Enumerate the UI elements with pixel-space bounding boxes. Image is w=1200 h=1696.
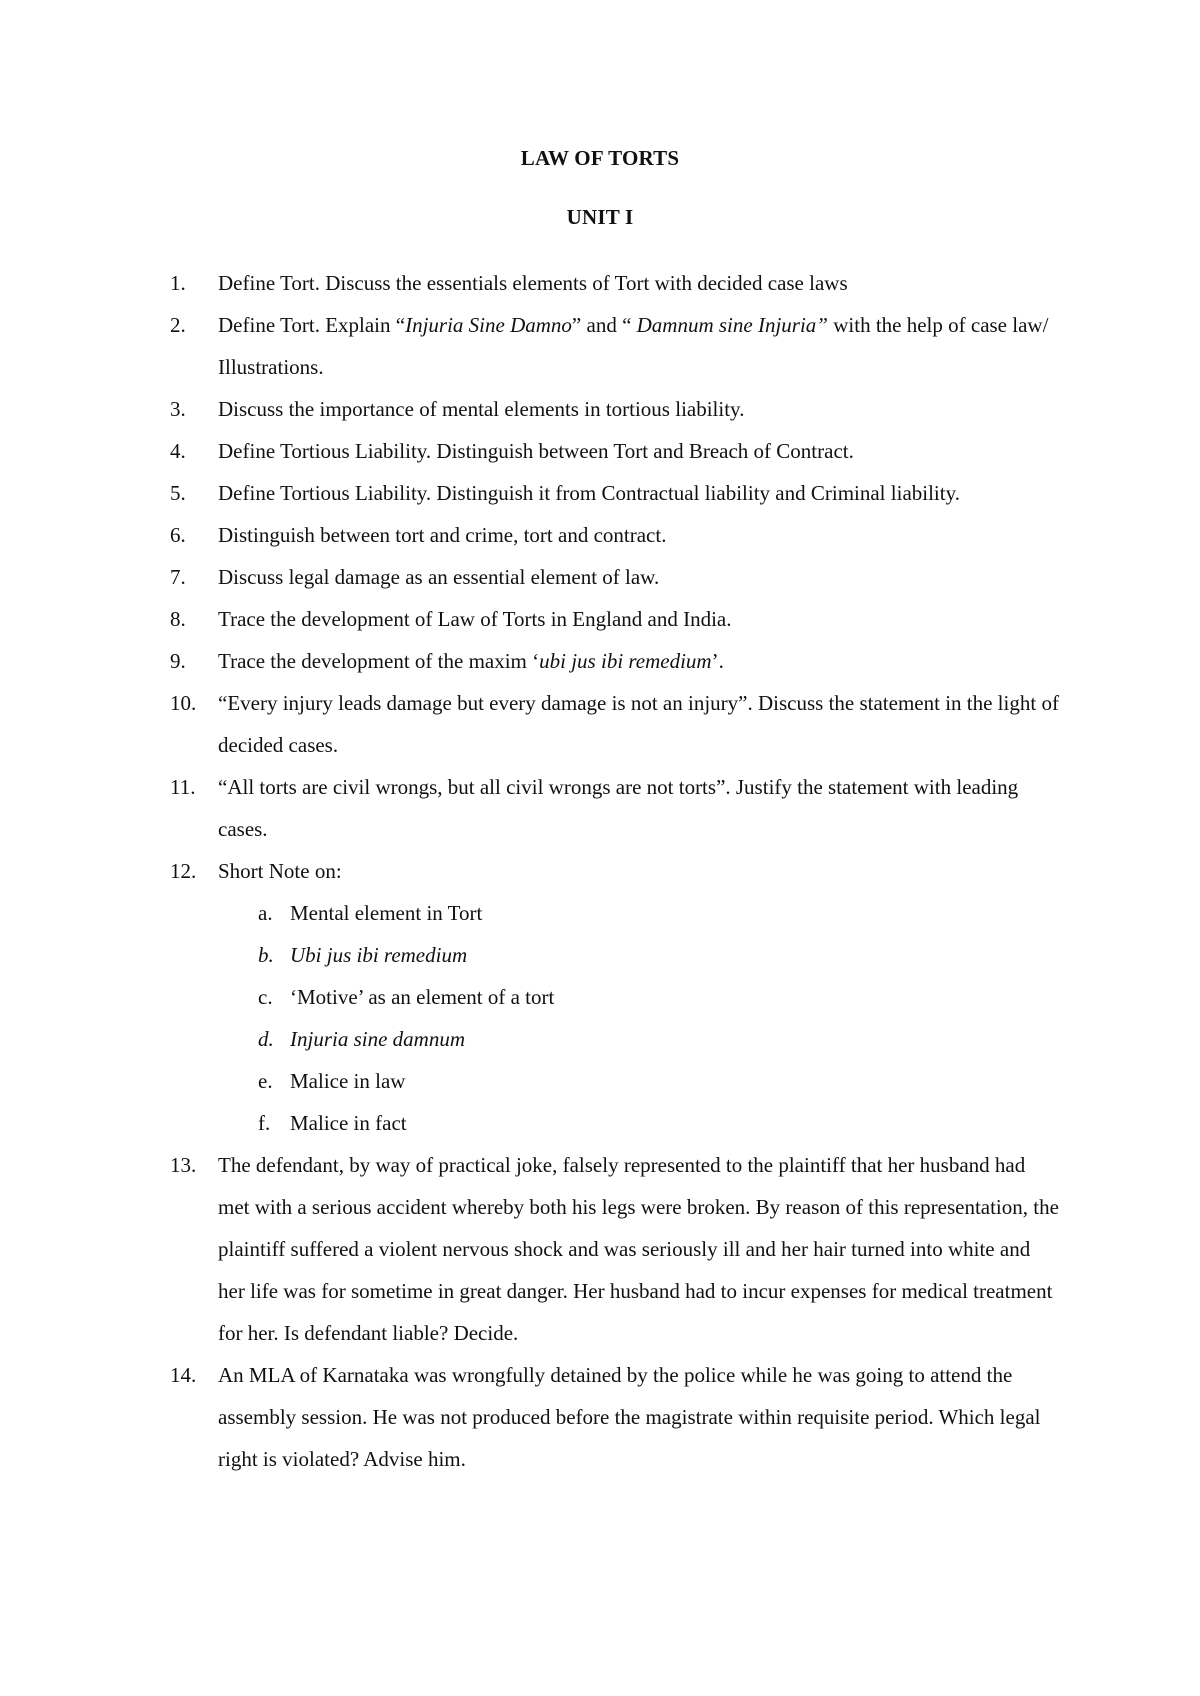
question-number: 13. xyxy=(170,1153,197,1177)
question-3 xyxy=(170,388,1060,430)
question-text-part: Trace the development of the maxim ‘ xyxy=(218,649,540,673)
short-note-item xyxy=(218,976,1060,1018)
short-note-text: Ubi jus ibi remedium xyxy=(290,943,468,967)
question-list xyxy=(170,262,1060,1480)
question-number: 14. xyxy=(170,1363,197,1387)
question-number: 12. xyxy=(170,859,197,883)
question-text-part: ’. xyxy=(711,649,724,673)
question-text: “All torts are civil wrongs, but all civil wrongs are not torts”. Justify the statement with leading cases. xyxy=(218,775,1019,841)
question-number: 9. xyxy=(170,649,186,673)
question-6 xyxy=(170,514,1060,556)
short-note-list xyxy=(218,892,1060,1144)
short-note-letter: b. xyxy=(258,943,274,967)
question-text: Define Tortious Liability. Distinguish between Tort and Breach of Contract. xyxy=(218,439,854,463)
question-text xyxy=(218,304,1060,388)
question-number: 5. xyxy=(170,481,186,505)
question-text-part: with the help of case law/ Illustrations. xyxy=(218,313,1049,379)
short-note-text: Malice in law xyxy=(290,1069,406,1093)
question-text xyxy=(218,640,1060,682)
short-note-item xyxy=(218,934,1060,976)
latin-maxim: Injuria Sine Damno xyxy=(405,313,572,337)
question-5 xyxy=(170,472,1060,514)
question-number: 3. xyxy=(170,397,186,421)
unit-heading: UNIT I xyxy=(566,205,634,229)
short-note-letter: a. xyxy=(258,901,273,925)
question-text: Define Tortious Liability. Distinguish it from Contractual liability and Criminal liability. xyxy=(218,481,960,505)
question-text-part: ” and “ xyxy=(571,313,637,337)
question-10 xyxy=(170,682,1060,766)
question-13 xyxy=(170,1144,1060,1354)
question-text: Distinguish between tort and crime, tort and contract. xyxy=(218,523,667,547)
question-number: 4. xyxy=(170,439,186,463)
question-2 xyxy=(170,304,1060,388)
question-4 xyxy=(170,430,1060,472)
short-note-text: Mental element in Tort xyxy=(290,901,483,925)
latin-maxim: ubi jus ibi remedium xyxy=(539,649,712,673)
question-7 xyxy=(170,556,1060,598)
short-note-letter: d. xyxy=(258,1027,274,1051)
question-12 xyxy=(170,850,1060,1144)
question-text: Discuss legal damage as an essential element of law. xyxy=(218,565,660,589)
question-text-part: Define Tort. Explain “ xyxy=(218,313,406,337)
question-text: Discuss the importance of mental elements in tortious liability. xyxy=(218,397,745,421)
question-text: Short Note on: xyxy=(218,859,342,883)
question-number: 1. xyxy=(170,271,186,295)
latin-maxim: Damnum sine Injuria” xyxy=(636,313,828,337)
short-note-letter: e. xyxy=(258,1069,273,1093)
question-text: An MLA of Karnataka was wrongfully detained by the police while he was going to attend the assembly session. He was not produced before the magistrate within requisite period. Which legal right is violated? Advise him. xyxy=(218,1363,1041,1471)
question-number: 7. xyxy=(170,565,186,589)
question-11 xyxy=(170,766,1060,850)
short-note-item xyxy=(218,892,1060,934)
question-number: 11. xyxy=(170,775,196,799)
question-number: 10. xyxy=(170,691,197,715)
short-note-letter: f. xyxy=(258,1111,271,1135)
question-text: “Every injury leads damage but every damage is not an injury”. Discuss the statement in the light of decided cases. xyxy=(218,691,1059,757)
question-9 xyxy=(170,640,1060,682)
short-note-item xyxy=(218,1102,1060,1144)
question-number: 2. xyxy=(170,313,186,337)
short-note-text: Malice in fact xyxy=(290,1111,407,1135)
question-number: 6. xyxy=(170,523,186,547)
question-text: Define Tort. Discuss the essentials elements of Tort with decided case laws xyxy=(218,271,848,295)
short-note-letter: c. xyxy=(258,985,273,1009)
question-8 xyxy=(170,598,1060,640)
document-title: LAW OF TORTS xyxy=(520,146,680,170)
question-text: The defendant, by way of practical joke, falsely represented to the plaintiff that her husband had met with a serious accident whereby both his legs were broken. By reason of this representation, the plaintiff suffered a violent nervous shock and was seriously ill and her hair turned into white and her life was for sometime in great danger. Her husband had to incur expenses for medical treatment for her. Is defendant liable? Decide. xyxy=(218,1153,1059,1345)
short-note-item xyxy=(218,1018,1060,1060)
short-note-text: ‘Motive’ as an element of a tort xyxy=(290,985,555,1009)
question-number: 8. xyxy=(170,607,186,631)
short-note-text: Injuria sine damnum xyxy=(290,1027,465,1051)
question-14 xyxy=(170,1354,1060,1480)
question-1 xyxy=(170,262,1060,304)
short-note-item xyxy=(218,1060,1060,1102)
question-text: Trace the development of Law of Torts in England and India. xyxy=(218,607,732,631)
